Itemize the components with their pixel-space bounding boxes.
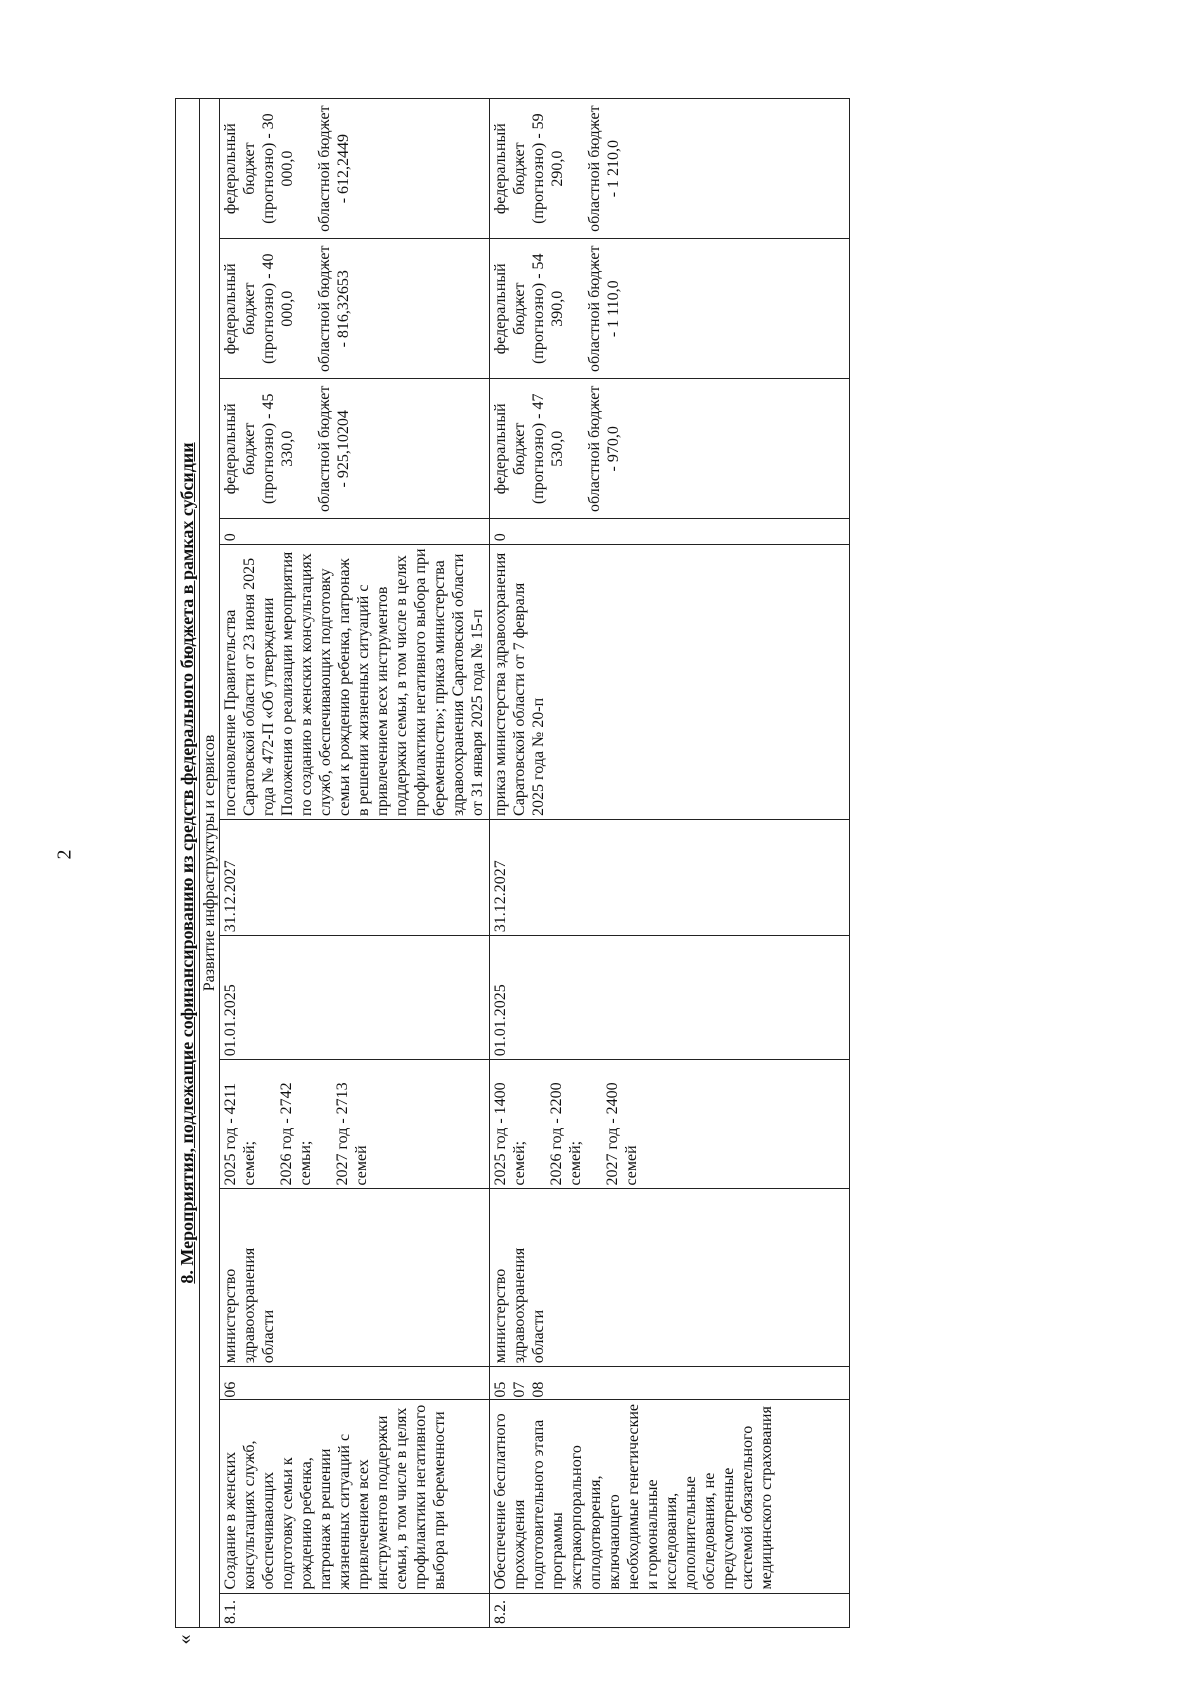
end-date: 31.12.2027 xyxy=(490,819,850,935)
federal-budget-2025: федеральный бюджет (прогнозно) - 47 530,0 xyxy=(492,393,566,505)
table-row xyxy=(220,99,490,1628)
indicator-2027: 2027 год - 2400 семей xyxy=(604,1082,640,1186)
regional-budget-2027: областной бюджет - 612,2449 xyxy=(316,105,352,232)
federal-budget-2027: федеральный бюджет (прогнозно) - 59 290,0 xyxy=(492,113,566,224)
indicator-2025: 2025 год - 1400 семей; xyxy=(492,1082,528,1186)
indicator-2025: 2025 год - 4211 семей; xyxy=(222,1082,258,1186)
zero-cell: 0 xyxy=(490,519,850,545)
financing-2027 xyxy=(220,99,490,239)
executor: министерство здравоохранения области xyxy=(220,1189,490,1367)
section-title: 8. Мероприятия, подлежащие софинансированию из средств федерального бюджета в рамках субсидии xyxy=(176,99,200,1628)
federal-budget-2025: федеральный бюджет (прогнозно) - 45 330,0 xyxy=(222,393,296,505)
indicator-2026: 2026 год - 2200 семей; xyxy=(548,1082,584,1186)
legal-document: приказ министерства здравоохранения Саратовской области от 7 февраля 2025 года № 20-п xyxy=(490,545,850,820)
regional-budget-2026: областной бюджет - 1 110,0 xyxy=(586,245,622,372)
executor: министерство здравоохранения области xyxy=(490,1189,850,1367)
federal-budget-2026: федеральный бюджет (прогнозно) - 40 000,0 xyxy=(222,253,296,365)
federal-budget-2027: федеральный бюджет (прогнозно) - 30 000,0 xyxy=(222,113,296,224)
end-date: 31.12.2027 xyxy=(220,819,490,935)
page-number: 2 xyxy=(53,849,76,860)
rotated-table-container xyxy=(175,98,1090,1628)
measure-name: Обеспечение бесплатного прохождения подготовительного этапа программы экстракорпорального оплодотворения, включающего необходимые генетические и гормональные исследования, дополнительные обследования, не предусмотренные системой обязательного медицинского страхования xyxy=(490,1399,850,1593)
legal-document: постановление Правительства Саратовской области от 23 июня 2025 года № 472-П «Об утверждении Положения о реализации мероприятия по созданию в женских консультациях служб, обеспечивающих подготовку семьи к рождению ребенка, патронаж в решении жизненных ситуаций с привлечением всех инструментов поддержки семьи, в том числе в целях профилактики негативного выбора при беременности»; приказ министерства здравоохранения Саратовской области от 31 января 2025 года № 15-п xyxy=(220,545,490,820)
financing-2025 xyxy=(490,379,850,519)
regional-budget-2026: областной бюджет - 816,32653 xyxy=(316,245,352,372)
federal-budget-2026: федеральный бюджет (прогнозно) - 54 390,0 xyxy=(492,253,566,365)
zero-cell: 0 xyxy=(220,519,490,545)
indicator-2027: 2027 год - 2713 семей xyxy=(334,1082,370,1186)
regional-budget-2027: областной бюджет - 1 210,0 xyxy=(586,105,622,232)
start-date: 01.01.2025 xyxy=(220,936,490,1060)
subsection-title: Развитие инфраструктуры и сервисов xyxy=(200,99,220,1628)
regional-budget-2025: областной бюджет - 925,10204 xyxy=(316,385,352,512)
measure-name: Создание в женских консультациях служб, обеспечивающих подготовку семьи к рождению ребенка, патронаж в решении жизненных ситуаций с привлечением всех инструментов поддержки семьи, в том числе в целях профилактики негативного выбора при беременности xyxy=(220,1399,490,1593)
financing-2027 xyxy=(490,99,850,239)
table-row xyxy=(490,99,850,1628)
regional-budget-2025: областной бюджет - 970,0 xyxy=(586,385,622,512)
measures-table xyxy=(175,98,850,1628)
start-date: 01.01.2025 xyxy=(490,936,850,1060)
financing-2026 xyxy=(490,239,850,379)
financing-2026 xyxy=(220,239,490,379)
financing-2025 xyxy=(220,379,490,519)
indicator-cell xyxy=(490,1060,850,1189)
measure-code: 06 xyxy=(220,1367,490,1399)
row-number: 8.1. xyxy=(220,1593,490,1627)
measure-code: 05 07 08 xyxy=(490,1367,850,1399)
row-number: 8.2. xyxy=(490,1593,850,1627)
indicator-cell xyxy=(220,1060,490,1189)
opening-quote-mark: « xyxy=(173,1634,196,1645)
indicator-2026: 2026 год - 2742 семьи; xyxy=(278,1082,314,1186)
